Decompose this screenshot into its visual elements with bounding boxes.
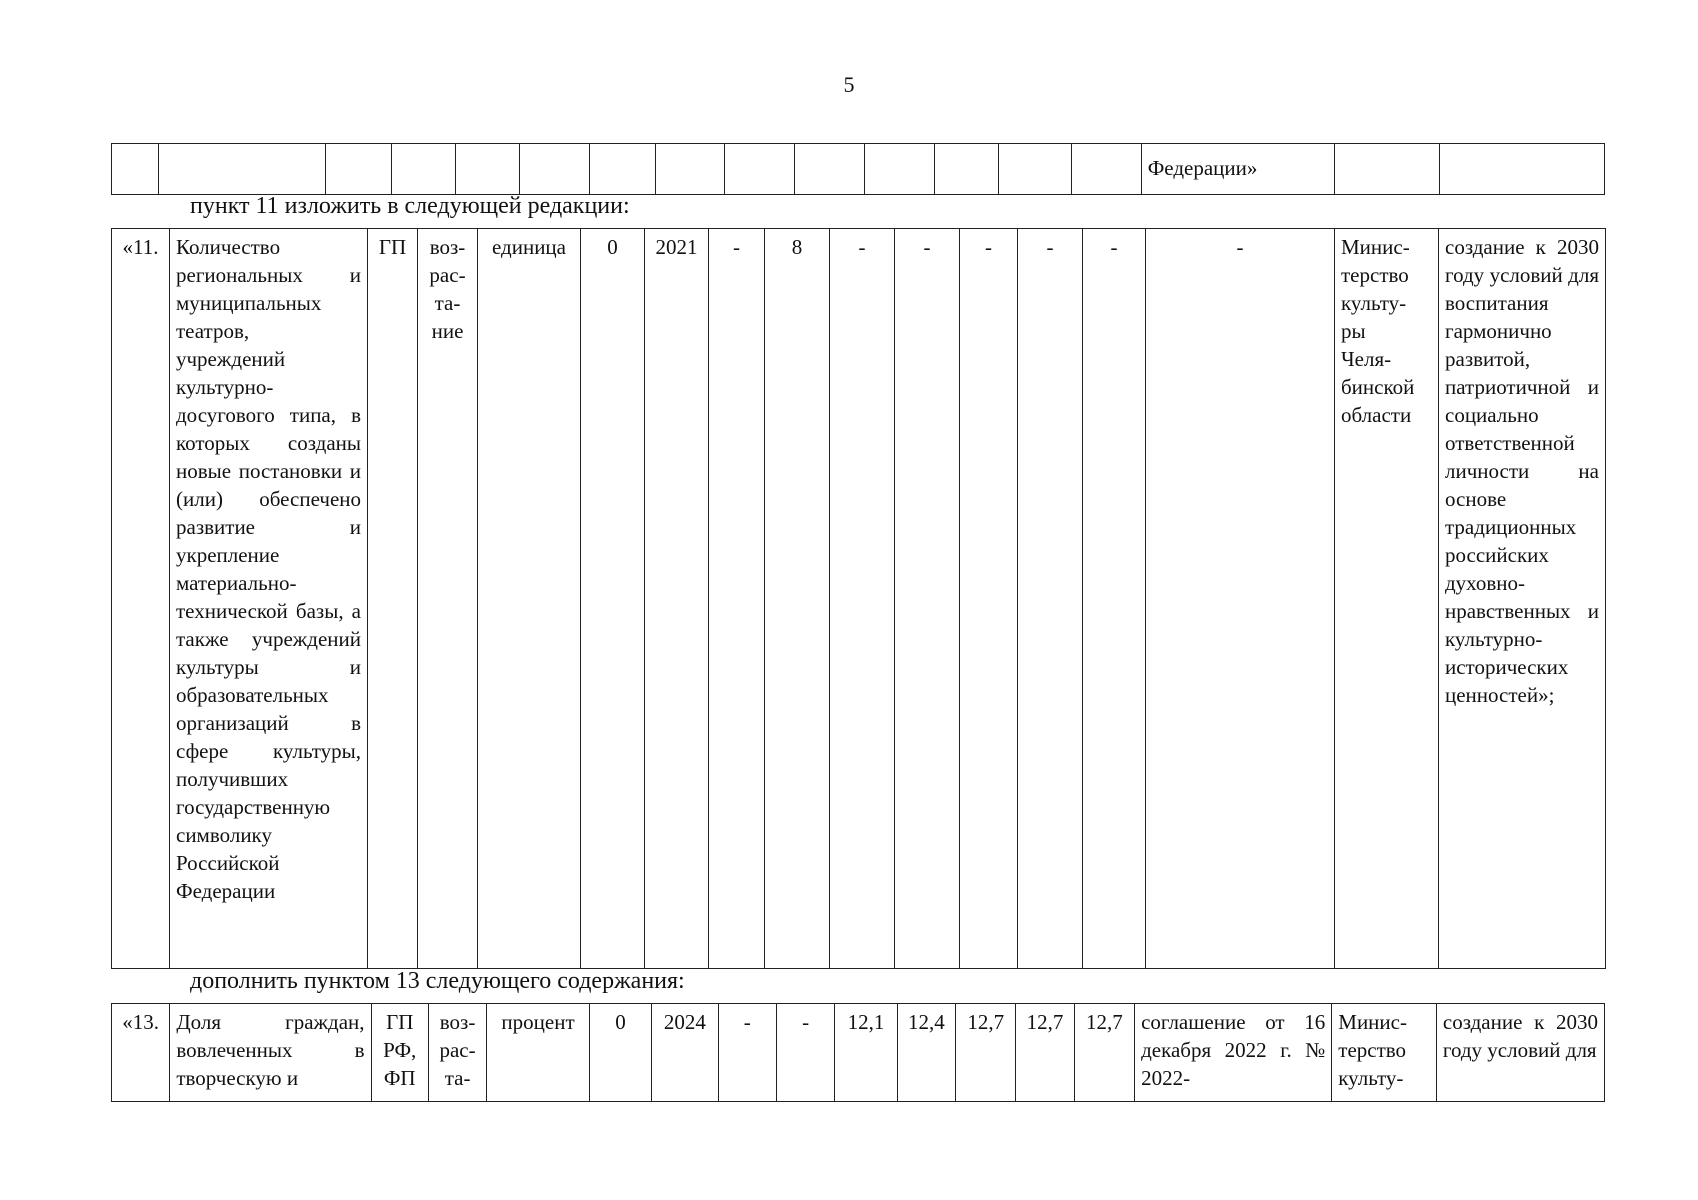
- table-row: [112, 144, 1605, 195]
- unit: единица: [478, 229, 581, 969]
- indicator-table-11: [111, 228, 1606, 969]
- base-value: 0: [589, 1004, 651, 1102]
- document-cell: -: [1146, 229, 1335, 969]
- value-cell: 8: [765, 229, 830, 969]
- value-cell: 12,7: [1074, 1004, 1134, 1102]
- indicator-table-13: [111, 1003, 1605, 1102]
- table-row: [112, 229, 1606, 969]
- value-cell: -: [895, 229, 960, 969]
- value-cell: 12,4: [897, 1004, 955, 1102]
- row-number: «11.: [112, 229, 170, 969]
- document-cell: Федерации»: [1141, 144, 1335, 195]
- goal-cell: создание к 2030 году условий для воспитания гармонично развитой, патриотичной и социально ответственной личности на основе традиционных российских духовно-нравственных и культурно-исторических ценностей»;: [1439, 229, 1606, 969]
- goal-cell: создание к 2030 году условий для: [1436, 1004, 1604, 1102]
- value-cell: 12,7: [1016, 1004, 1074, 1102]
- base-year: 2021: [645, 229, 709, 969]
- indicator-name: Доля граждан, вовлеченных в творческую и: [170, 1004, 371, 1102]
- value-cell: -: [960, 229, 1018, 969]
- indicator-trend: воз- рас- та- ние: [418, 229, 478, 969]
- value-cell: 12,7: [956, 1004, 1016, 1102]
- indicator-name: Количество региональных и муниципальных театров, учреждений культурно-досугового типа, в которых созданы новые постановки и (или) обеспечено развитие и укрепление материально-технической базы, а также учреждений культуры и образовательных организаций в сфере культуры, получивших государственную символику Российской Федерации: [170, 229, 368, 969]
- page-number: 5: [843, 72, 855, 97]
- responsible-cell: Минис- терство культу-: [1332, 1004, 1437, 1102]
- unit: процент: [487, 1004, 590, 1102]
- caption-item-13: дополнить пунктом 13 следующего содержания:: [190, 968, 685, 994]
- document-cell: соглашение от 16 декабря 2022 г. № 2022-: [1135, 1004, 1332, 1102]
- indicator-level: ГП РФ, ФП: [371, 1004, 428, 1102]
- table-row: [112, 1004, 1605, 1102]
- value-cell: -: [1083, 229, 1146, 969]
- value-cell: -: [718, 1004, 776, 1102]
- row-number: «13.: [112, 1004, 170, 1102]
- value-cell: -: [776, 1004, 834, 1102]
- value-cell: -: [1018, 229, 1083, 969]
- value-cell: -: [709, 229, 765, 969]
- continuation-table: [111, 143, 1605, 195]
- caption-item-11: пункт 11 изложить в следующей редакции:: [190, 193, 630, 219]
- value-cell: 12,1: [835, 1004, 897, 1102]
- base-year: 2024: [652, 1004, 718, 1102]
- indicator-level: ГП: [368, 229, 418, 969]
- responsible-cell: Минис- терство культу- ры Челя- бинской области: [1335, 229, 1439, 969]
- indicator-trend: воз- рас- та-: [428, 1004, 486, 1102]
- value-cell: -: [830, 229, 895, 969]
- base-value: 0: [581, 229, 645, 969]
